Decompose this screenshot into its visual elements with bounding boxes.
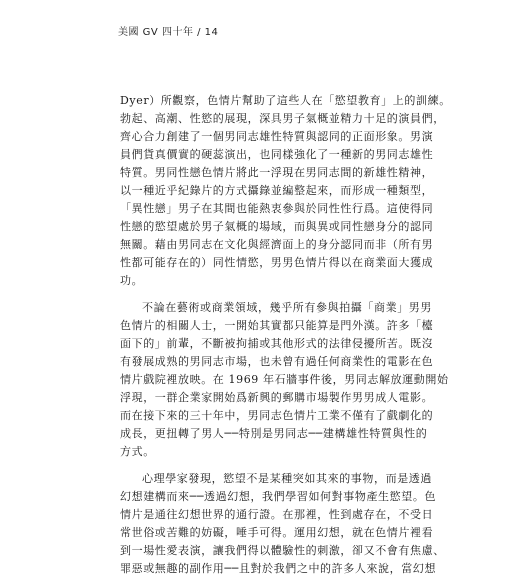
text-line: 而在接下來的三十年中，男同志色情片工業不僅有了戲劇化的 <box>120 409 434 422</box>
paragraph-3 <box>120 470 445 578</box>
paragraph-1 <box>120 92 451 290</box>
text-line: 員們貨真價實的硬蕊演出，也同樣強化了一種新的男同志雄性 <box>120 148 434 161</box>
text-line: 不論在藝術或商業領域，幾乎所有參與拍攝「商業」男男 <box>142 301 432 314</box>
text-line: 功。 <box>120 274 144 287</box>
text-line: 到一場性愛表演，讓我們得以體驗性的刺激，卻又不會有焦慮、 <box>120 544 445 557</box>
text-line: 有發展成熟的男同志市場，也未曾有過任何商業性的電影在色 <box>120 355 434 368</box>
text-line: 面下的」前輩，不斷被拘捕或其他形式的法律侵擾所苦。既沒 <box>120 337 434 350</box>
text-line: 「異性戀」男子在其間也能熱衷參與於同性性行爲。這使得同 <box>120 202 434 215</box>
text-line: 幻想建構而來──透過幻想，我們學習如何對事物產生慾望。色 <box>120 490 437 503</box>
text-line: 情片是通往幻想世界的通行證。在那裡，性到處存在，不受日 <box>120 508 434 521</box>
text-line: Dyer）所觀察，色情片幫助了這些人在「慾望教育」上的訓練。 <box>120 94 451 107</box>
body-text <box>120 92 451 578</box>
text-line: 性戀的慾望處於男子氣概的場域，而與異或同性戀身分的認同 <box>120 220 434 233</box>
text-line: 常世俗或苦難的妨礙，唾手可得。運用幻想，就在色情片裡看 <box>120 526 434 539</box>
running-head: 美國 GV 四十年 / 14 <box>118 27 219 38</box>
text-line: 勃起、高潮、性慾的展現，深具男子氣概並精力十足的演員們， <box>120 112 445 125</box>
text-line: 罪惡或無趣的副作用──且對於我們之中的許多人來說，當幻想 <box>120 562 437 575</box>
text-line: 浮現，一群企業家開始爲新興的郵購市場製作男男成人電影。 <box>120 391 434 404</box>
text-line: 性都可能存在的）同性情慾，男男色情片得以在商業面大獲成 <box>120 256 434 269</box>
text-line: 成長，更扭轉了男人──特別是男同志──建構雄性特質與性的 <box>120 427 428 440</box>
text-line: 特質。男同性戀色情片將此一浮現在男同志間的新雄性精神， <box>120 166 434 179</box>
text-line: 方式。 <box>120 445 155 458</box>
text-line: 心理學家發現，慾望不是某種突如其來的事物，而是透過 <box>142 472 432 485</box>
paragraph-2 <box>120 299 449 461</box>
text-line: 齊心合力創建了一個男同志雄性特質與認同的正面形象。男演 <box>120 130 434 143</box>
text-line: 無關。藉由男同志在文化與經濟面上的身分認同而非（所有男 <box>120 238 434 251</box>
text-line: 以一種近乎紀錄片的方式攝錄並編整起來，而形成一種類型， <box>120 184 434 197</box>
text-line: 情片戲院裡放映。在 1969 年石牆事件後，男同志解放運動開始 <box>120 373 449 386</box>
text-line: 色情片的相關人士，一開始其實都只能算是門外漢。許多「檯 <box>120 319 434 332</box>
